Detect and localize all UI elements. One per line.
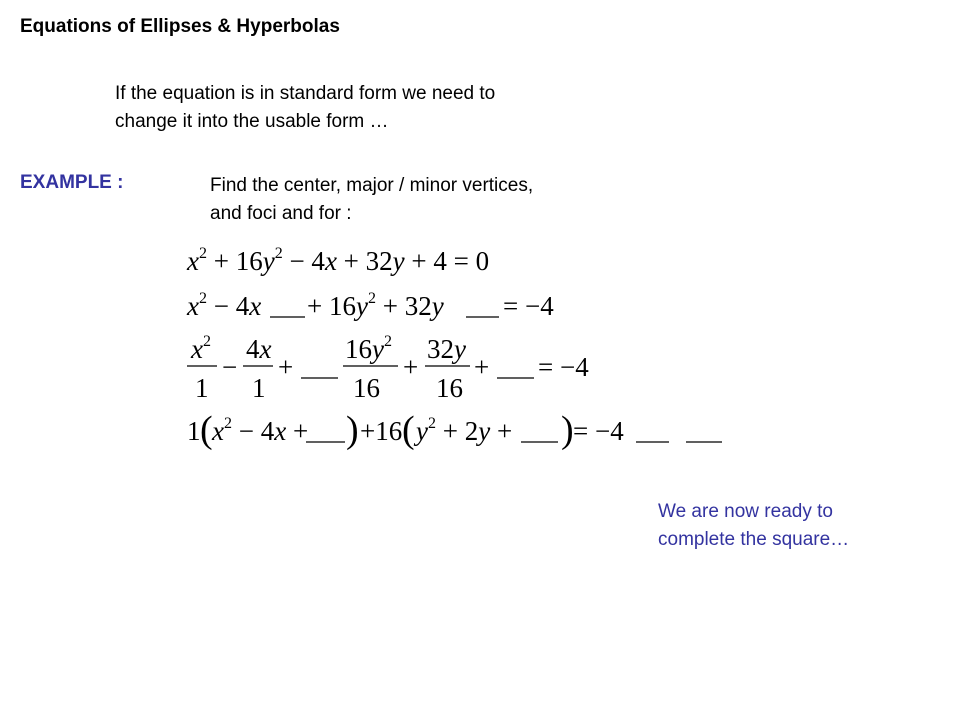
svg-text:−: −	[222, 352, 238, 382]
svg-text:(: (	[200, 409, 213, 451]
svg-text:y2 + 2y +: $y^2 + 2y$ +	[416, 415, 513, 446]
svg-text:32y: 32y	[427, 334, 466, 364]
equation-line-2	[186, 290, 554, 321]
svg-text:+ 16y2 + 32y: + $16y^2 + 32y$	[307, 290, 444, 321]
intro-line-1: If the equation is in standard form we need to	[115, 83, 496, 104]
equation-line-3	[187, 333, 589, 403]
svg-text:x2 − 4x +: $x^2 - 4x$ +	[212, 415, 309, 446]
svg-text:(: (	[402, 409, 415, 451]
svg-text:= −4: = −4	[573, 416, 624, 446]
svg-text:x2: $x^2$	[191, 333, 211, 364]
svg-text:16y2: $16y^2$	[345, 333, 392, 364]
slide-title: Equations of Ellipses & Hyperbolas	[20, 16, 340, 37]
svg-text:+: +	[403, 352, 419, 382]
ready-note	[658, 498, 849, 554]
svg-text:1: 1	[195, 373, 209, 403]
svg-text:16: 16	[436, 373, 463, 403]
example-label: EXAMPLE :	[20, 172, 124, 193]
example-line-1: Find the center, major / minor vertices,	[210, 175, 534, 196]
intro-line-2: change it into the usable form …	[115, 111, 389, 132]
svg-text:+16: +16	[360, 416, 403, 446]
example-line-2: and foci and for :	[210, 203, 352, 224]
ready-line-2: complete the square…	[658, 529, 850, 550]
svg-text:+: +	[474, 352, 490, 382]
svg-text:4x: 4x	[246, 334, 272, 364]
equation-line-4	[187, 409, 722, 451]
svg-text:16: 16	[353, 373, 380, 403]
svg-text:): )	[561, 409, 574, 451]
svg-text:): )	[346, 409, 359, 451]
svg-text:x2 − 4x: $x^2 - 4x$	[187, 290, 262, 321]
svg-text:+: +	[278, 352, 294, 382]
svg-text:= −4: = −4	[503, 291, 554, 321]
ready-line-1: We are now ready to	[658, 501, 833, 522]
svg-text:1: 1	[187, 416, 201, 446]
svg-text:1: 1	[252, 373, 266, 403]
svg-text:x2 + 16y2 − 4x + 32y + 4 = 0: $x^2 + 16y^2 - 4x + 32y + 4 = 0$	[187, 245, 490, 276]
svg-text:= −4: = −4	[538, 352, 589, 382]
equation-line-1	[186, 245, 489, 276]
